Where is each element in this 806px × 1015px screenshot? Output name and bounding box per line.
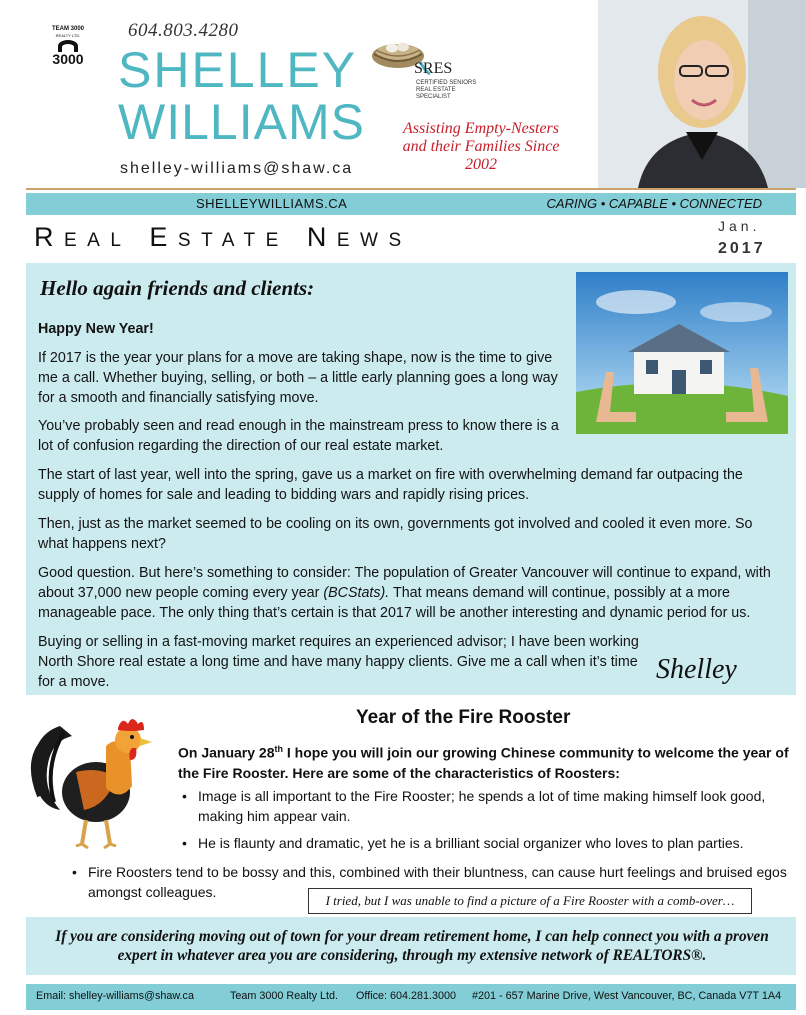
rooster-intro xyxy=(178,739,796,783)
header-divider xyxy=(26,188,796,190)
footer-office-phone: Office: 604.281.3000 xyxy=(356,990,457,1002)
house-illustration xyxy=(576,272,788,434)
intro-sup: th xyxy=(274,744,283,754)
website-link[interactable]: SHELLEYWILLIAMS.CA xyxy=(196,196,348,211)
letter-paragraph: Buying or selling in a fast-moving market requires an experienced advisor; I have been working North Shore real estate a long time and have many happy clients. Give me a call when it’s time for a move. xyxy=(38,634,639,690)
logo-line1: TEAM 3000 xyxy=(51,26,84,32)
agent-email: shelley-williams@shaw.ca xyxy=(120,160,354,177)
rooster-caption-box: I tried, but I was unable to find a picture of a Fire Rooster with a comb-over… xyxy=(308,888,752,914)
slogan: CARING • CAPABLE • CONNECTED xyxy=(546,196,762,211)
letter-paragraph: You’ve probably seen and read enough in the mainstream press to know there is a lot of confusion regarding the direction of our real estate market. xyxy=(38,418,559,454)
issue-year: 2017 xyxy=(718,240,766,257)
logo-number: 3000 xyxy=(52,51,84,67)
phone-number: 604.803.4280 xyxy=(128,20,239,41)
rooster-section-title: Year of the Fire Rooster xyxy=(356,707,571,728)
footer-address: #201 - 657 Marine Drive, West Vancouver, BC, Canada V7T 1A4 xyxy=(472,990,782,1002)
retirement-message: If you are considering moving out of town for your dream retirement home, I can help connect you with a proven expert in whatever area you are considering, through my extensive network of REALTORS®. xyxy=(55,928,769,964)
rooster-bullet: • Image is all important to the Fire Rooster; he spends a lot of time making himself look good, making him appear vain. xyxy=(198,786,788,826)
website-banner xyxy=(26,193,796,215)
letter-paragraph: The start of last year, well into the spring, gave us a market on fire with overwhelming demand far outpacing the supply of homes for sale and leading to bidding wars and rapidly rising prices. xyxy=(38,467,743,503)
letter-paragraph: Then, just as the market seemed to be cooling on its own, governments got involved and cooled it even more. So what happens next? xyxy=(38,516,753,552)
p5-part-a: Good question. But here’s something to consider: The population of Greater Vancouver will continue to expand, with about 37,000 new people coming every year xyxy=(38,565,771,601)
letter-paragraph: If 2017 is the year your plans for a move are taking shape, now is the time to give me a call. Whether buying, selling, or both – a little early planning goes a long way for a smooth and financially satisfying move. xyxy=(38,350,558,406)
newsletter-title-text: Real Estate News xyxy=(34,222,412,252)
intro-part-a: On January 28 xyxy=(178,744,275,761)
footer-company: Team 3000 Realty Ltd. xyxy=(230,990,339,1002)
rooster-bullet: • Fire Roosters tend to be bossy and this, combined with their bluntness, can cause hurt feelings and bruised egos amongst colleagues. xyxy=(88,862,794,902)
agent-portrait xyxy=(598,0,806,188)
rooster-illustration xyxy=(20,706,170,856)
bcstats-citation: (BCStats). xyxy=(323,585,390,601)
logo-line2: REALTY LTD. xyxy=(55,33,81,38)
team3000-logo xyxy=(48,26,88,66)
sres-subtitle: CERTIFIED SENIORS REAL ESTATE SPECIALIST xyxy=(416,80,477,100)
rooster-bullet: • He is flaunty and dramatic, yet he is a brilliant social organizer who loves to plan parties. xyxy=(198,833,788,853)
newsletter-title xyxy=(34,222,412,253)
issue-month: Jan. xyxy=(718,218,761,234)
agent-last-name: WILLIAMS xyxy=(118,94,365,150)
p5-part-c: That means demand will continue, possibly at a more manageable pace. The only thing that’s certain is that 2017 will be another interesting and dynamic period for us. xyxy=(38,585,751,621)
footer-email[interactable]: Email: shelley-williams@shaw.ca xyxy=(36,990,194,1002)
happy-new-year: Happy New Year! xyxy=(38,321,154,337)
tagline: Assisting Empty-Nesters and their Families Since 2002 xyxy=(402,120,560,173)
signature: Shelley xyxy=(656,654,737,685)
agent-first-name: SHELLEY xyxy=(118,42,358,98)
intro-part-b: I hope you will join our growing Chinese community to welcome the year of the Fire Rooster. Here are some of the characteristics of Roosters: xyxy=(178,744,789,781)
greeting: Hello again friends and clients: xyxy=(40,276,315,300)
letter-paragraph xyxy=(38,563,793,623)
footer-bar xyxy=(26,984,796,1010)
sres-designation: SRES xyxy=(414,60,453,77)
